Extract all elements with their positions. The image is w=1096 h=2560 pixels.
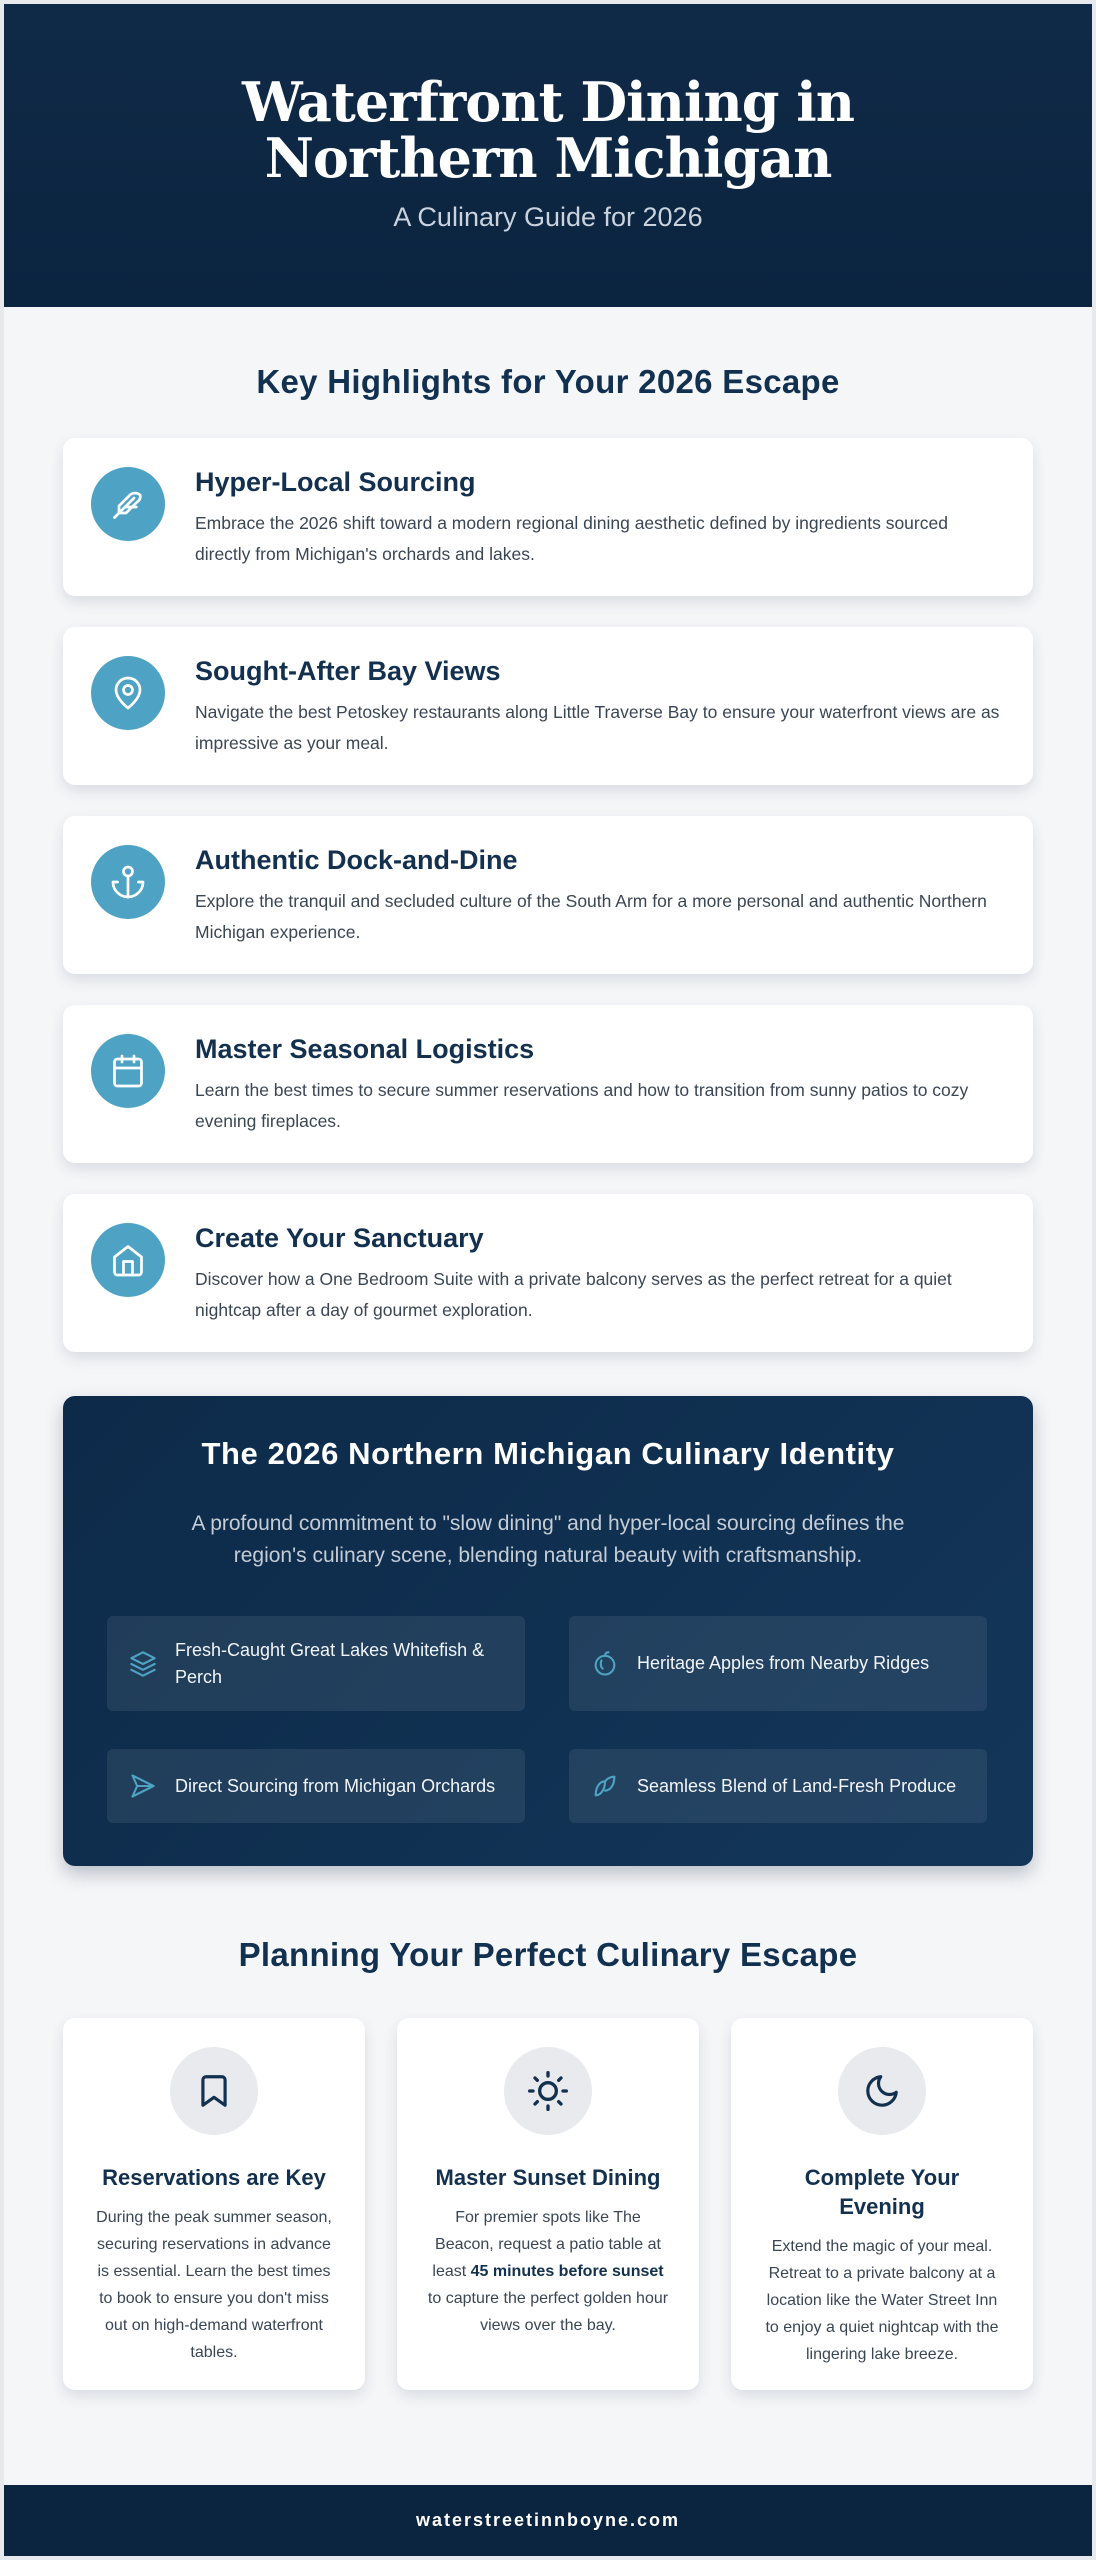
highlight-text: Navigate the best Petoskey restaurants along Little Traverse Bay to ensure your waterfront views are as impressive as your meal. [195,702,1000,753]
planning-grid [63,2018,1033,2390]
highlight-title: Sought-After Bay Views [195,656,501,686]
planning-card-title: Complete Your Evening [804,2165,960,2219]
highlight-card [63,627,1033,785]
highlights-heading: Key Highlights for Your 2026 Escape [256,363,840,400]
identity-item-label: Seamless Blend of Land-Fresh Produce [637,1775,957,1796]
highlight-title: Master Seasonal Logistics [195,1034,535,1064]
identity-item [107,1616,525,1711]
highlight-text: Embrace the 2026 shift toward a modern regional dining aesthetic defined by ingredients sourced directly from Michigan's orchards and lakes. [195,513,948,564]
identity-item-label: Fresh-Caught Great Lakes Whitefish & Perch [175,1639,485,1687]
identity-heading: The 2026 Northern Michigan Culinary Identity [201,1436,895,1471]
planning-card-text: For premier spots like The Beacon, request a patio table at least 45 minutes before sunset to capture the perfect golden hour views over the bay. [427,2209,669,2334]
highlights-section [4,363,1092,1352]
identity-lead: A profound commitment to "slow dining" and hyper-local sourcing defines the region's culinary scene, blending natural beauty with craftsmanship. [191,1512,905,1567]
identity-item [569,1749,987,1823]
planning-card [731,2018,1033,2390]
highlights-list [63,438,1033,1352]
highlight-title: Authentic Dock-and-Dine [195,845,518,875]
identity-item [107,1749,525,1823]
highlight-text: Explore the tranquil and secluded culture of the South Arm for a more personal and authentic Northern Michigan experience. [195,891,987,942]
calendar-icon [91,1034,165,1108]
page-title: Waterfront Dining in Northern Michigan [241,70,855,190]
footer [4,2485,1092,2556]
planning-card-text: Extend the magic of your meal. Retreat to a private balcony at a location like the Water Street Inn to enjoy a quiet nightcap with the lingering lake breeze. [765,2238,999,2363]
identity-item [569,1616,987,1711]
planning-card-title: Master Sunset Dining [435,2165,661,2190]
planning-card [63,2018,365,2390]
highlight-card [63,438,1033,596]
planning-card-text: During the peak summer season, securing reservations in advance is essential. Learn the best times to book to ensure you don't miss out on high-demand waterfront tables. [96,2209,332,2361]
planning-card-title: Reservations are Key [102,2165,326,2190]
anchor-icon [91,845,165,919]
footer-site-link[interactable]: waterstreetinnboyne.com [415,2510,681,2530]
identity-grid [107,1616,989,1823]
bookmark-icon [170,2047,258,2135]
identity-item-label: Heritage Apples from Nearby Ridges [637,1653,930,1673]
highlight-card [63,1194,1033,1352]
layers-icon [129,1650,157,1678]
planning-section [4,1936,1092,2390]
highlight-text: Learn the best times to secure summer reservations and how to transition from sunny patios to cozy evening fireplaces. [195,1080,969,1131]
feather-icon [91,467,165,541]
planning-heading: Planning Your Perfect Culinary Escape [238,1936,858,1973]
sun-icon [504,2047,592,2135]
culinary-identity-panel [63,1396,1033,1866]
highlight-card [63,816,1033,974]
home-icon [91,1223,165,1297]
apple-icon [591,1650,619,1678]
send-icon [129,1772,157,1800]
identity-item-label: Direct Sourcing from Michigan Orchards [175,1775,496,1796]
highlight-card [63,1005,1033,1163]
map-pin-icon [91,656,165,730]
page-subtitle: A Culinary Guide for 2026 [393,202,703,232]
moon-icon [838,2047,926,2135]
planning-card [397,2018,699,2390]
highlight-text: Discover how a One Bedroom Suite with a private balcony serves as the perfect retreat for a quiet nightcap after a day of gourmet exploration. [195,1269,952,1320]
highlight-title: Create Your Sanctuary [195,1223,484,1253]
leaves-icon [591,1772,619,1800]
hero-banner [4,4,1092,307]
highlight-title: Hyper-Local Sourcing [195,467,476,497]
